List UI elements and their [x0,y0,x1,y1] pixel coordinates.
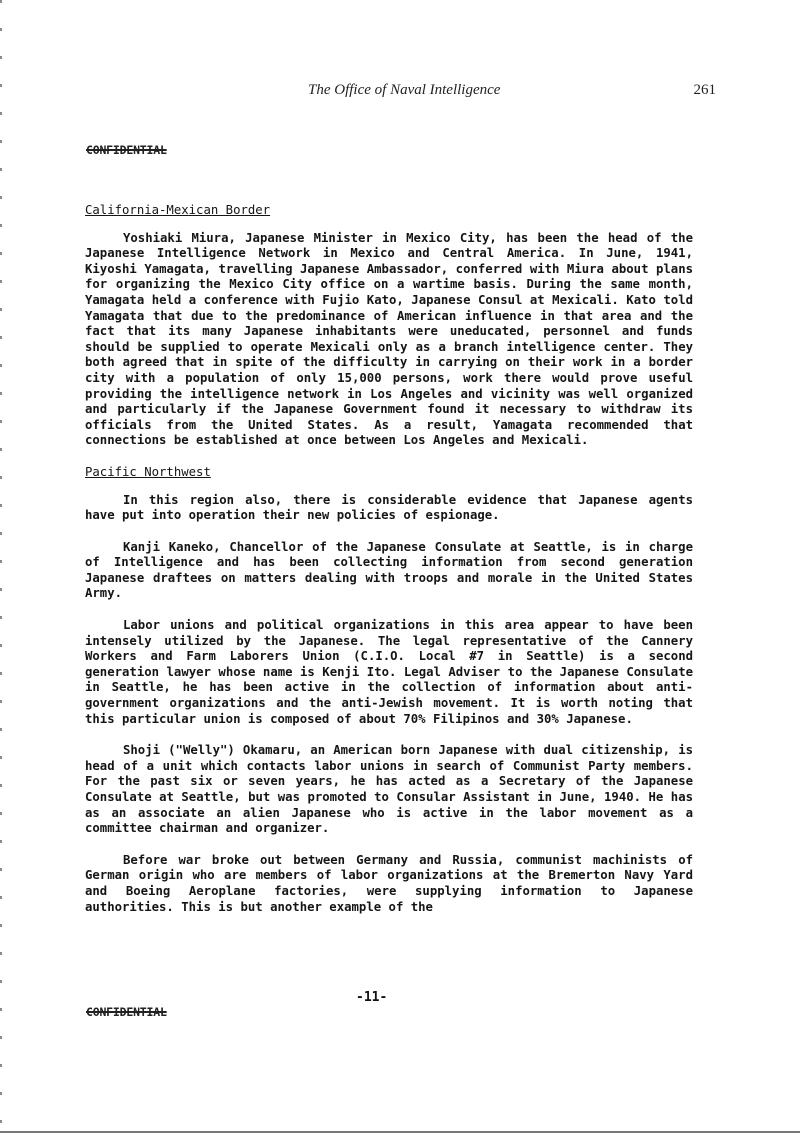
running-title: The Office of Naval Intelligence [308,82,501,98]
paragraph: Labor unions and political organizations in this area appear to have been intensely utilized by the Japanese. The legal representative of the Cannery Workers and Farm Laborers Union (C.I.O. Local #7 in Seattle) is a second generation lawyer whose name is Kenji Ito. Legal Adviser to the Japanese Consulate in Seattle, he has been active in the collection of information about anti-government organizations and the anti-Jewish movement. It is worth noting that this particular union is composed of about 70% Filipinos and 30% Japanese. [85,618,693,726]
folio-number: -11- [356,990,388,1005]
paragraph: Kanji Kaneko, Chancellor of the Japanese Consulate at Seattle, is in charge of Intelligence and has been collecting information from second generation Japanese draftees on matters dealing with troops and morale in the United States Army. [85,539,693,601]
section-heading-pacific-northwest: Pacific Northwest [85,464,211,479]
section-heading-wrap [85,203,693,219]
page-header [0,80,800,104]
confidential-stamp-bottom: CONFIDENTIAL [86,1005,167,1019]
paragraph: Yoshiaki Miura, Japanese Minister in Mexico City, has been the head of the Japanese Intelligence Network in Mexico and Central America. In June, 1941, Kiyoshi Yamagata, travelling Japanese Ambassador, conferred with Miura about plans for organizing the Mexico City office on a wartime basis. During the same month, Yamagata held a conference with Fujio Kato, Japanese Consul at Mexicali. Kato told Yamagata that due to the predominance of American influence in that area and the fact that its many Japanese inhabitants were uneducated, personnel and funds should be supplied to operate Mexicali only as a branch intelligence center. They both agreed that in spite of the difficulty in carrying on their work in a border city with a population of only 15,000 persons, work there would prove useful providing the intelligence network in Los Angeles and vicinity was well organized and particularly if the Japanese Government found it necessary to withdraw its officials from the United States. As a result, Yamagata recommended that connections be established at once between Los Angeles and Mexicali. [85,230,693,448]
section-heading-california-mexican-border: California-Mexican Border [85,203,271,217]
paragraph: Before war broke out between Germany and Russia, communist machinists of German origin who are members of labor organizations at the Bremerton Navy Yard and Boeing Aeroplane factories, were supplying information to Japanese authorities. This is but another example of the [85,852,693,914]
paragraph: Shoji ("Welly") Okamaru, an American born Japanese with dual citizenship, is head of a unit which contacts labor unions in search of Communist Party members. For the past six or seven years, he has acted as a Secretary of the Japanese Consulate at Seattle, but was promoted to Consular Assistant in June, 1940. He has as an associate an alien Japanese who is active in the labor movement as a committee chairman and organizer. [85,743,693,836]
paragraph: In this region also, there is considerable evidence that Japanese agents have put into operation their new policies of espionage. [85,492,693,523]
scan-bottom-rule [0,1131,800,1133]
section-heading-wrap [85,465,693,481]
document-body [85,203,693,915]
page-number: 261 [693,82,716,98]
confidential-stamp-top: CONFIDENTIAL [86,143,167,157]
scan-left-edge [0,0,2,1134]
